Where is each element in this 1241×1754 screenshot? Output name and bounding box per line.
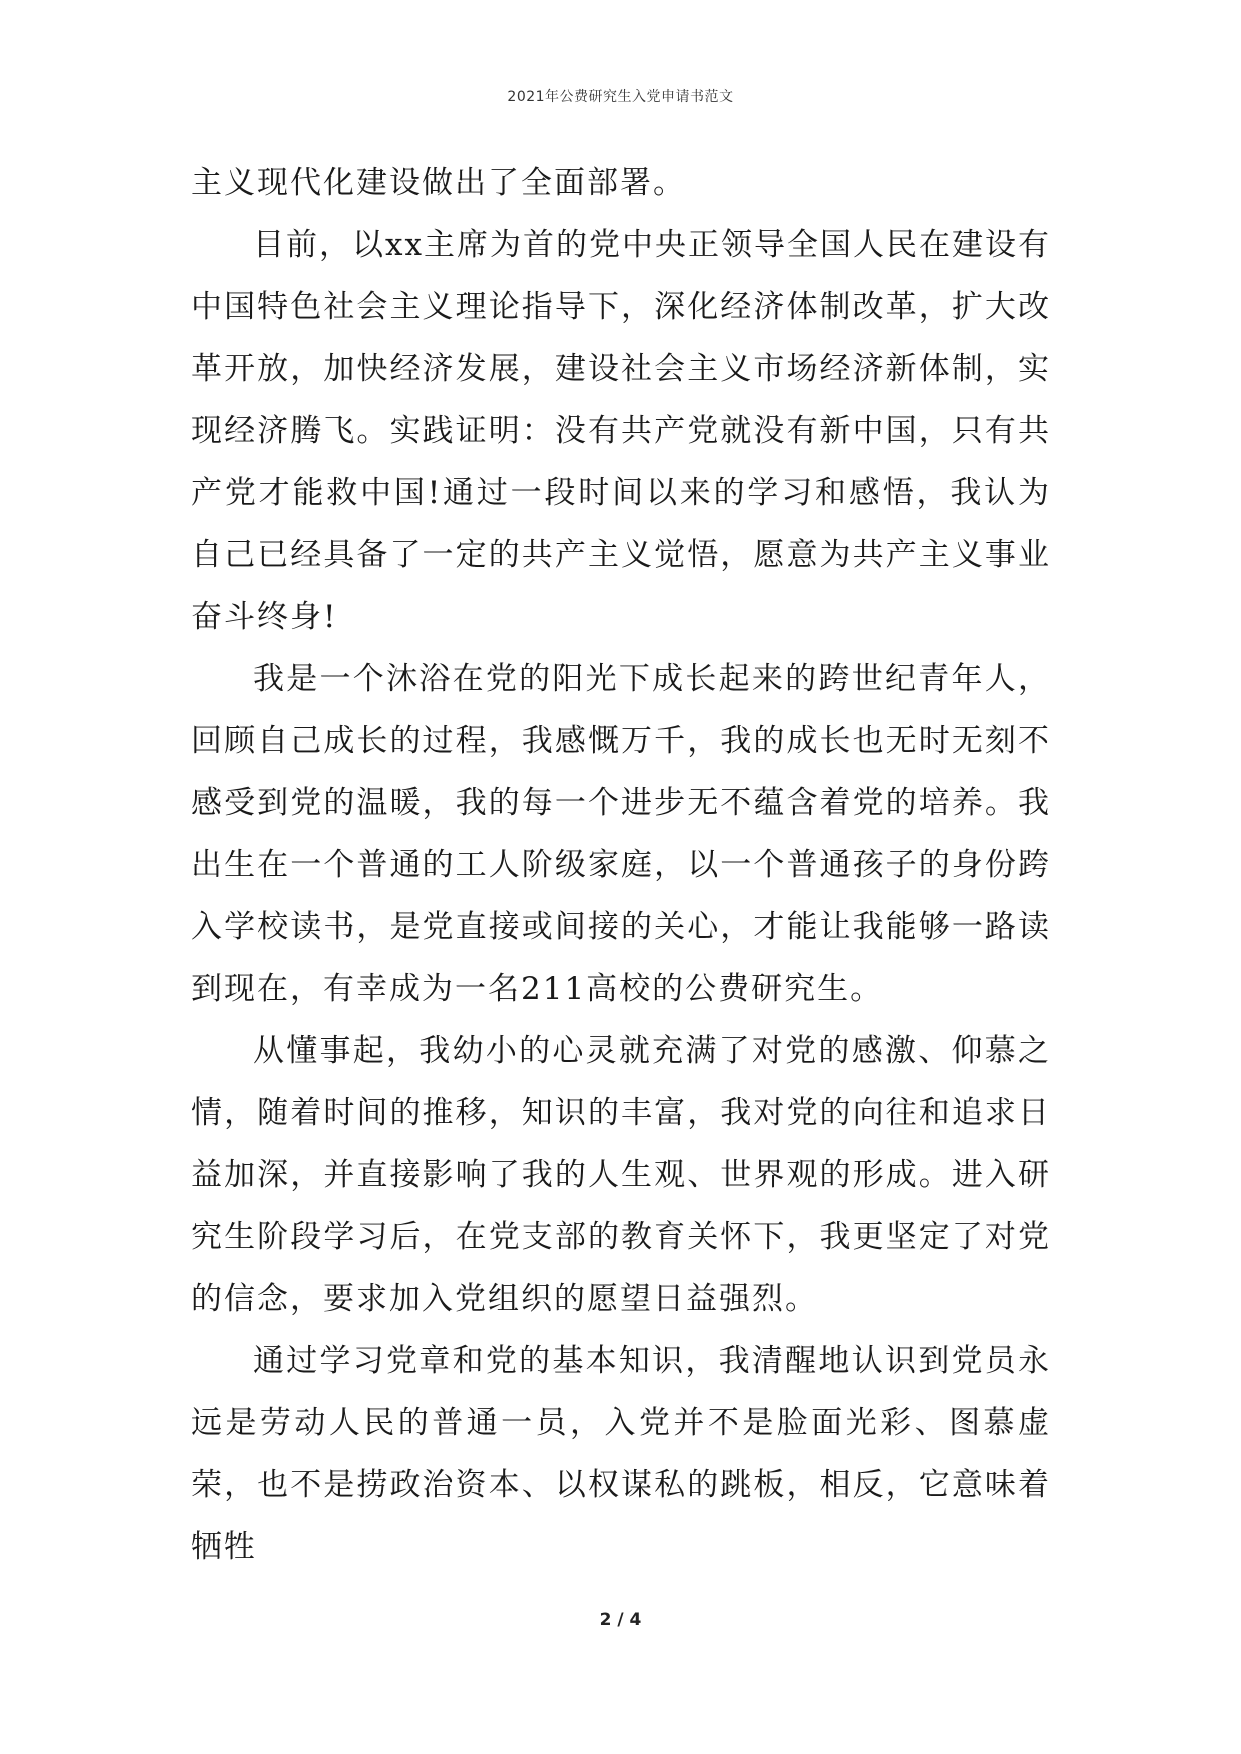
paragraph: 我是一个沐浴在党的阳光下成长起来的跨世纪青年人，回顾自己成长的过程，我感慨万千，我的成长也无时无刻不感受到党的温暖，我的每一个进步无不蕴含着党的培养。我出生在一个普通的工人阶级家庭，以一个普通孩子的身份跨入学校读书，是党直接或间接的关心，才能让我能够一路读到现在，有幸成为一名211高校的公费研究生。 xyxy=(191,661,1051,1007)
paragraph-continuation: 主义现代化建设做出了全面部署。 xyxy=(191,165,686,201)
paragraph: 目前，以xx主席为首的党中央正领导全国人民在建设有中国特色社会主义理论指导下，深化经济体制改革，扩大改革开放，加快经济发展，建设社会主义市场经济新体制，实现经济腾飞。实践证明：没有共产党就没有新中国，只有共产党才能救中国!通过一段时间以来的学习和感悟，我认为自己已经具备了一定的共产主义觉悟，愿意为共产主义事业奋斗终身! xyxy=(191,227,1051,635)
paragraph: 从懂事起，我幼小的心灵就充满了对党的感激、仰慕之情，随着时间的推移，知识的丰富，我对党的向往和追求日益加深，并直接影响了我的人生观、世界观的形成。进入研究生阶段学习后，在党支部的教育关怀下，我更坚定了对党的信念，要求加入党组织的愿望日益强烈。 xyxy=(191,1033,1051,1317)
page-number: 2 / 4 xyxy=(599,1610,642,1630)
running-header: 2021年公费研究生入党申请书范文 xyxy=(507,89,734,105)
paragraph: 通过学习党章和党的基本知识，我清醒地认识到党员永远是劳动人民的普通一员，入党并不是脸面光彩、图慕虚荣，也不是捞政治资本、以权谋私的跳板，相反，它意味着牺牲 xyxy=(191,1343,1051,1565)
body-text xyxy=(191,152,1051,1578)
